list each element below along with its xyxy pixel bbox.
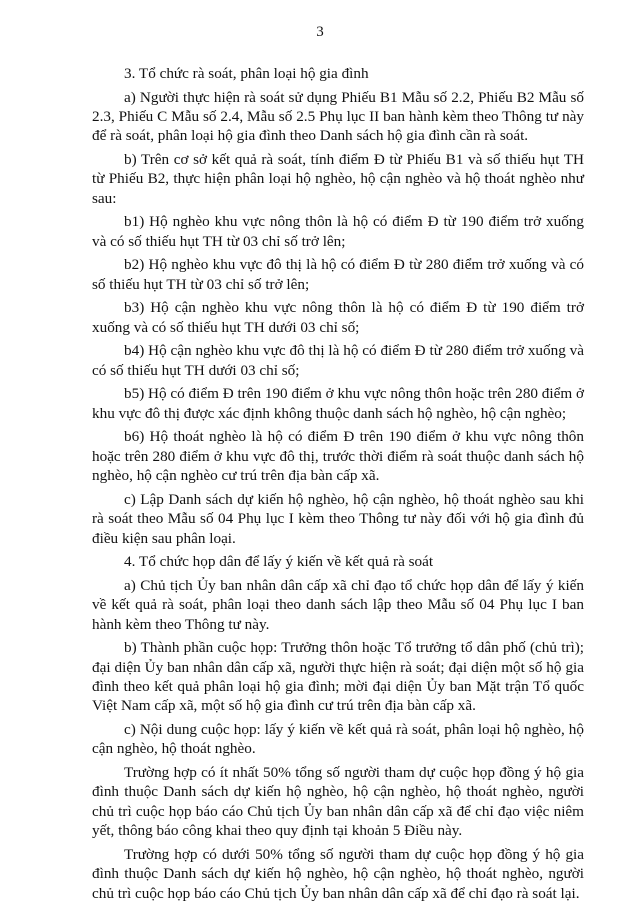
document-body [92, 64, 584, 907]
heading-section-4: 4. Tổ chức họp dân để lấy ý kiến về kết quả rà soát [124, 553, 434, 571]
paragraph-b1: b1) Hộ nghèo khu vực nông thôn là hộ có điểm Đ từ 190 điểm trở xuống và có số thiếu hụt TH từ 03 chỉ số trở lên; [92, 213, 584, 250]
paragraph-b4: b4) Hộ cận nghèo khu vực đô thị là hộ có điểm Đ từ 280 điểm trở xuống và có số thiếu hụt TH dưới 03 chỉ số; [92, 342, 584, 379]
paragraph-b3: b3) Hộ cận nghèo khu vực nông thôn là hộ có điểm Đ từ 190 điểm trở xuống và có số thiếu hụt TH dưới 03 chỉ số; [92, 299, 584, 336]
paragraph-3c: c) Lập Danh sách dự kiến hộ nghèo, hộ cận nghèo, hộ thoát nghèo sau khi rà soát theo Mẫu số 04 Phụ lục I kèm theo Thông tư này đối với hộ gia đình đủ điều kiện sau phân loại. [92, 490, 584, 547]
paragraph-4b: b) Thành phần cuộc họp: Trưởng thôn hoặc Tổ trưởng tổ dân phố (chủ trì); đại diện Ủy ban nhân dân cấp xã, người thực hiện rà soát; đại diện một số hộ gia đình theo kết quả phân loại hộ gia đình; mời đại diện Ủy ban Mặt trận Tổ quốc Việt Nam cấp xã, một số hộ gia đình cư trú trên địa bàn cấp xã. [92, 639, 584, 715]
heading-section-3: 3. Tổ chức rà soát, phân loại hộ gia đình [124, 65, 369, 82]
paragraph-4c: c) Nội dung cuộc họp: lấy ý kiến về kết quả rà soát, phân loại hộ nghèo, hộ cận nghèo, hộ thoát nghèo. [92, 721, 584, 758]
paragraph-minority-case: Trường hợp có dưới 50% tổng số người tham dự cuộc họp đồng ý hộ gia đình thuộc Danh sách dự kiến hộ nghèo, hộ cận nghèo, hộ thoát nghèo, người chủ trì cuộc họp báo cáo Chủ tịch Ủy ban nhân dân cấp xã để chỉ đạo rà soát lại. [92, 845, 584, 902]
paragraph-b6: b6) Hộ thoát nghèo là hộ có điểm Đ trên 190 điểm ở khu vực nông thôn hoặc trên 280 điểm ở khu vực đô thị, trước thời điểm rà soát thuộc danh sách hộ nghèo, hộ cận nghèo cư trú trên địa bàn cấp xã. [92, 428, 584, 485]
paragraph-majority-case: Trường hợp có ít nhất 50% tổng số người tham dự cuộc họp đồng ý hộ gia đình thuộc Danh sách dự kiến hộ nghèo, hộ cận nghèo, hộ thoát nghèo, người chủ trì cuộc họp báo cáo Chủ tịch Ủy ban nhân dân cấp xã để chỉ đạo việc niêm yết, thông báo công khai theo quy định tại khoản 5 Điều này. [92, 764, 584, 840]
paragraph-b2: b2) Hộ nghèo khu vực đô thị là hộ có điểm Đ từ 280 điểm trở xuống và có số thiếu hụt TH từ 03 chỉ số trở lên; [92, 256, 584, 293]
paragraph-3b: b) Trên cơ sở kết quả rà soát, tính điểm Đ từ Phiếu B1 và số thiếu hụt TH từ Phiếu B2, thực hiện phân loại hộ nghèo, hộ cận nghèo và hộ thoát nghèo như sau: [92, 151, 584, 207]
page-number: 3 [316, 24, 324, 40]
paragraph-b5: b5) Hộ có điểm Đ trên 190 điểm ở khu vực nông thôn hoặc trên 280 điểm ở khu vực đô thị được xác định không thuộc danh sách hộ nghèo, hộ cận nghèo; [92, 385, 585, 422]
paragraph-3a: a) Người thực hiện rà soát sử dụng Phiếu B1 Mẫu số 2.2, Phiếu B2 Mẫu số 2.3, Phiếu C Mẫu số 2.4, Mẫu số 2.5 Phụ lục II ban hành kèm theo Thông tư này để rà soát, phân loại hộ gia đình theo Danh sách hộ gia đình cần rà soát. [92, 88, 584, 145]
paragraph-4a: a) Chủ tịch Ủy ban nhân dân cấp xã chỉ đạo tổ chức họp dân để lấy ý kiến về kết quả rà soát, phân loại theo danh sách lập theo Mẫu số 04 Phụ lục I ban hành kèm theo Thông tư này. [92, 576, 584, 633]
